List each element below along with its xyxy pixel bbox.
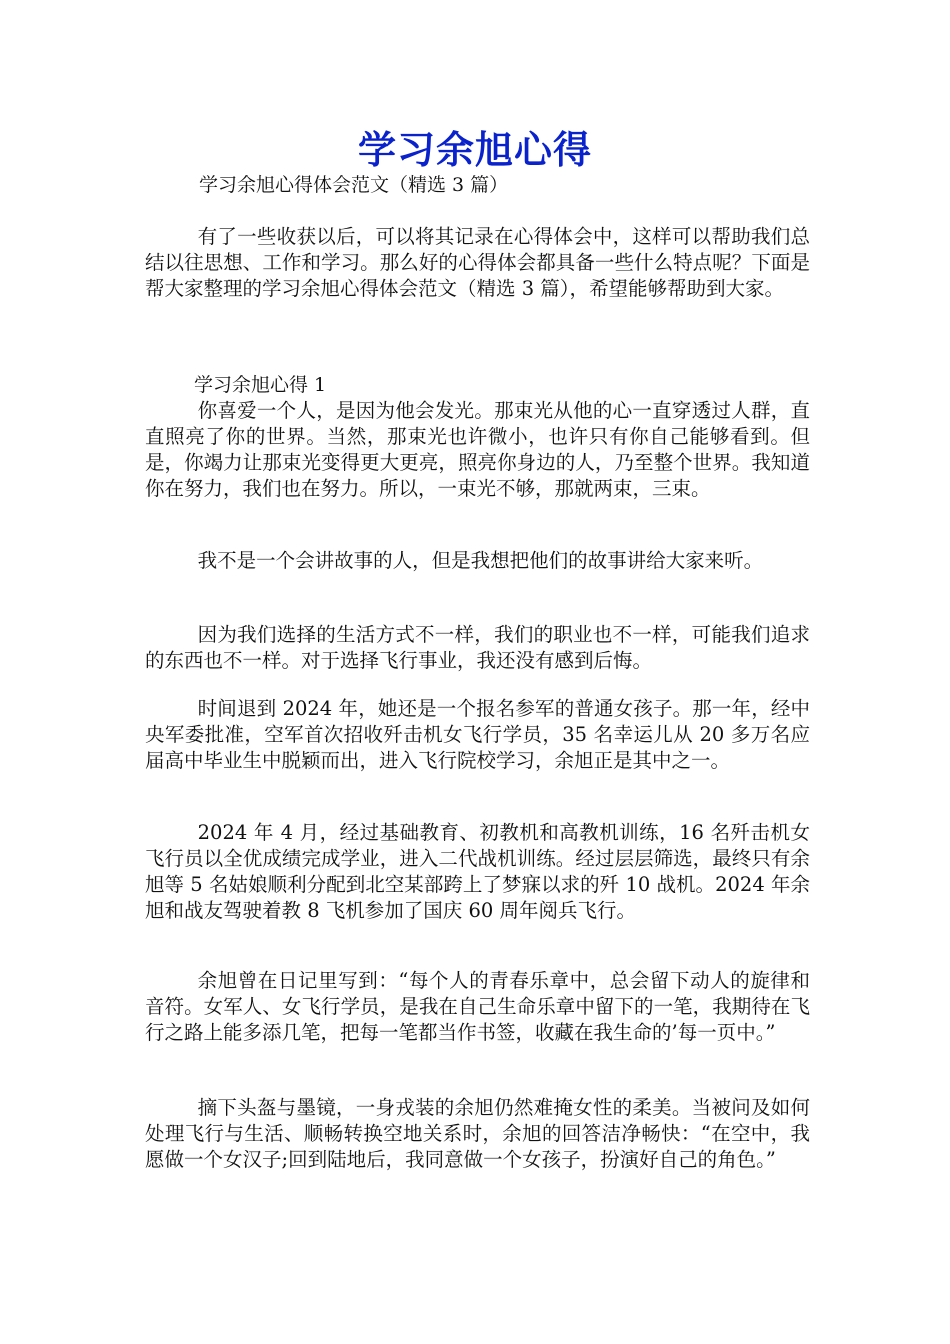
intro-paragraph: 有了一些收获以后，可以将其记录在心得体会中，这样可以帮助我们总结以往思想、工作和学习。那么好的心得体会都具备一些什么特点呢？下面是帮大家整理的学习余旭心得体会范文（精选 3 篇），希望能够帮助到大家。 [145, 225, 810, 300]
document-title: 学习余旭心得 [357, 128, 592, 172]
body-paragraph-7: 摘下头盔与墨镜，一身戎装的余旭仍然难掩女性的柔美。当被问及如何处理飞行与生活、顺畅转换空地关系时，余旭的回答洁净畅快：“在空中，我愿做一个女汉子;回到陆地后，我同意做一个女孩子，扮演好自己的角色。” [145, 1096, 810, 1171]
body-paragraph-6: 余旭曾在日记里写到：“每个人的青春乐章中，总会留下动人的旋律和音符。女军人、女飞行学员，是我在自己生命乐章中留下的一笔，我期待在飞行之路上能多添几笔，把每一笔都当作书签，收藏在我生命的’每一页中。” [145, 969, 810, 1044]
body-paragraph-1: 你喜爱一个人，是因为他会发光。那束光从他的心一直穿透过人群，直直照亮了你的世界。当然，那束光也许微小，也许只有你自己能够看到。但是，你竭力让那束光变得更大更亮，照亮你身边的人，乃至整个世界。我知道你在努力，我们也在努力。所以，一束光不够，那就两束，三束。 [145, 399, 810, 500]
body-paragraph-4: 时间退到 2024 年，她还是一个报名参军的普通女孩子。那一年，经中央军委批准，空军首次招收歼击机女飞行学员，35 名幸运儿从 20 多万名应届高中毕业生中脱颖而出，进入飞行院校学习，余旭正是其中之一。 [145, 697, 810, 772]
body-paragraph-5: 2024 年 4 月，经过基础教育、初教机和高教机训练，16 名歼击机女飞行员以全优成绩完成学业，进入二代战机训练。经过层层筛选，最终只有余旭等 5 名姑娘顺利分配到北空某部跨上了梦寐以求的歼 10 战机。2024 年余旭和战友驾驶着教 8 飞机参加了国庆 60 周年阅兵飞行。 [145, 821, 810, 922]
body-paragraph-3: 因为我们选择的生活方式不一样，我们的职业也不一样，可能我们追求的东西也不一样。对于选择飞行事业，我还没有感到后悔。 [145, 623, 810, 672]
body-paragraph-2: 我不是一个会讲故事的人，但是我想把他们的故事讲给大家来听。 [197, 549, 764, 572]
section-heading: 学习余旭心得 1 [194, 374, 327, 396]
document-subtitle: 学习余旭心得体会范文（精选 3 篇） [199, 174, 509, 196]
